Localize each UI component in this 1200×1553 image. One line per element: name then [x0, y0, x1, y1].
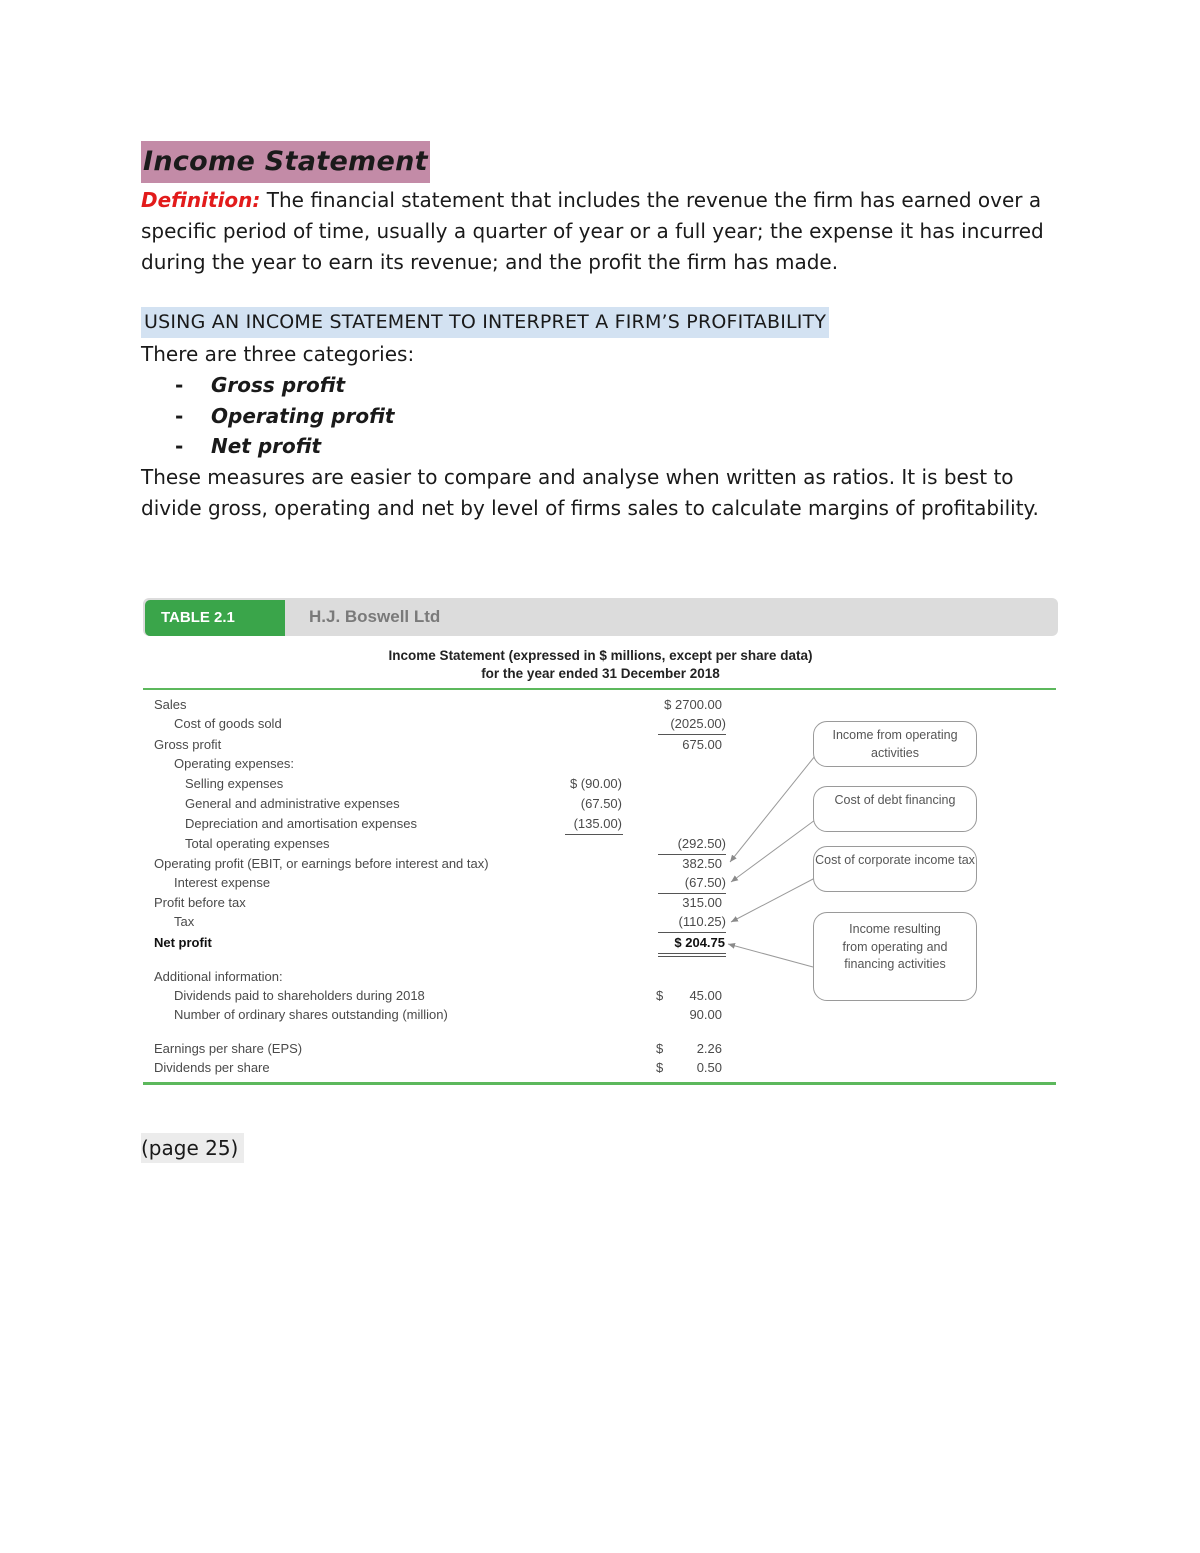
arrow-net [728, 944, 813, 967]
table-title-line1: Income Statement (expressed in $ millions, except per share data) [388, 648, 813, 663]
row-label: Number of ordinary shares outstanding (million) [174, 1007, 448, 1022]
note-income-tax: Cost of corporate income tax [813, 846, 977, 892]
row-value: (67.50) [684, 875, 726, 890]
arrow-debt [731, 820, 815, 882]
row-value: 675.00 [682, 737, 722, 752]
page-heading: Income Statement [141, 141, 430, 183]
currency-symbol: $ [656, 988, 664, 1003]
row-label: Interest expense [174, 875, 271, 890]
row-label: Total operating expenses [185, 836, 330, 851]
row-value: 382.50 [682, 856, 722, 871]
note-debt-financing: Cost of debt financing [813, 786, 977, 832]
currency-symbol: $ [656, 1041, 664, 1056]
row-value: 315.00 [682, 895, 722, 910]
list-item: - Gross profit [175, 373, 346, 397]
row-value: (67.50) [580, 796, 622, 811]
row-value: (110.25) [678, 914, 726, 929]
row-label: Operating expenses: [174, 756, 294, 771]
definition-text: The financial statement that includes the revenue the firm has earned over a specific period of time, usually a quarter of year or a full year; the expense it has incurred during the year to earn its revenue; and the profit the firm has made. [141, 188, 1044, 274]
row-value: (2025.00) [670, 716, 726, 731]
row-value: $ (90.00) [569, 776, 622, 791]
row-label: Cost of goods sold [174, 716, 282, 731]
row-label: Net profit [154, 935, 212, 950]
definition-paragraph [141, 185, 1061, 278]
row-label: Dividends paid to shareholders during 2018 [174, 988, 425, 1003]
row-value: 2.26 [696, 1041, 722, 1056]
row-value: 45.00 [689, 988, 722, 1003]
row-value: $ 204.75 [674, 935, 725, 950]
table-label: TABLE 2.1 [145, 600, 285, 636]
note-operating-income: Income from operating activities [813, 721, 977, 767]
row-value: 90.00 [689, 1007, 722, 1022]
arrow-operating [730, 756, 815, 862]
note-net-income: Income resulting from operating and financing activities [813, 912, 977, 1001]
additional-heading: Additional information: [154, 969, 283, 984]
row-label: Earnings per share (EPS) [154, 1041, 303, 1056]
list-item: - Net profit [175, 434, 322, 458]
table-company: H.J. Boswell Ltd [309, 607, 441, 626]
intro-text: There are three categories: [141, 342, 415, 366]
currency-symbol: $ [656, 1060, 664, 1075]
row-label: Operating profit (EBIT, or earnings before interest and tax) [154, 856, 489, 871]
row-label: Tax [174, 914, 195, 929]
arrow-tax [731, 878, 815, 922]
category-list [175, 370, 394, 462]
row-value: (292.50) [677, 836, 726, 851]
row-label: Dividends per share [154, 1060, 270, 1075]
row-label: Gross profit [154, 737, 222, 752]
row-value: (135.00) [573, 816, 622, 831]
row-label: Sales [154, 697, 187, 712]
income-statement-figure [143, 598, 1058, 1088]
page-reference: (page 25) [141, 1133, 244, 1163]
explanation-paragraph: These measures are easier to compare and analyse when written as ratios. It is best to divide gross, operating and net by level of firms sales to calculate margins of profitability. [141, 465, 1039, 520]
row-label: Selling expenses [185, 776, 284, 791]
table-title-line2: for the year ended 31 December 2018 [481, 666, 720, 681]
row-label: General and administrative expenses [185, 796, 400, 811]
annotation-arrows [143, 598, 1058, 1088]
list-item: - Operating profit [175, 403, 395, 428]
definition-label: Definition: [141, 188, 261, 212]
section-subheading: USING AN INCOME STATEMENT TO INTERPRET A FIRM’S PROFITABILITY [141, 307, 829, 338]
row-value: 0.50 [696, 1060, 722, 1075]
row-label: Profit before tax [154, 895, 246, 910]
row-label: Depreciation and amortisation expenses [185, 816, 417, 831]
row-value: $ 2700.00 [664, 697, 722, 712]
